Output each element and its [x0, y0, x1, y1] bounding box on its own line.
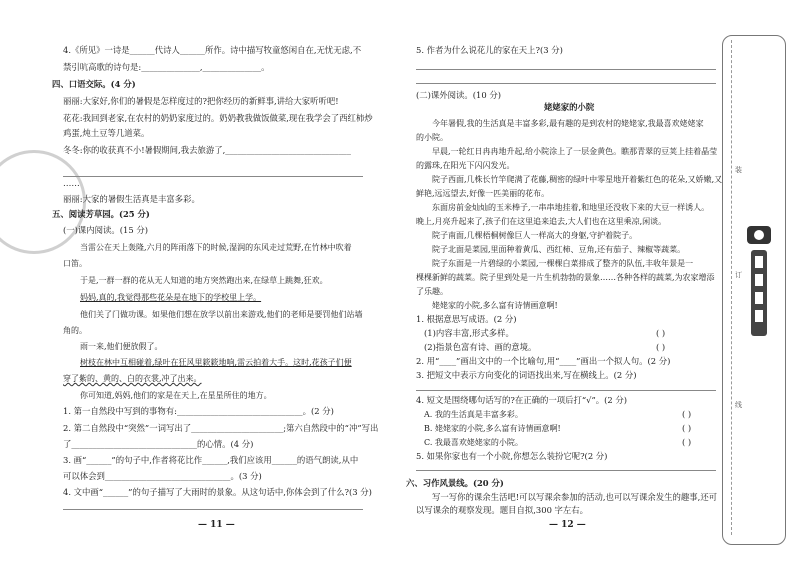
- answer-line[interactable]: [63, 509, 363, 510]
- subsection-heading: (二)课外阅读。(10 分): [416, 90, 502, 100]
- right-page: [404, 0, 723, 573]
- passage-line: 当雷公在天上轰隆,六月的阵雨落下的时候,湿润的东风走过荒野,在竹林中吹着: [80, 243, 352, 252]
- question-4: 4. 文中画“______”的句子描写了大雨时的景象。从这句话中,你体会到了什么?(3 分): [63, 487, 372, 497]
- passage-line: 今年暑假,我的生活真是丰富多彩,最有趣的是到农村的姥姥家,我最喜欢姥姥家: [432, 119, 704, 128]
- question-4: 4. 短文是围绕哪句话写的?在正确的一项后打“√”。(2 分): [416, 395, 628, 405]
- answer-paren[interactable]: ( ): [682, 423, 692, 433]
- subsection-heading: (一)课内阅读。(15 分): [63, 225, 149, 235]
- page-number: — 11 —: [198, 520, 235, 530]
- choice-a: A. 我的生活真是丰富多彩。: [424, 410, 523, 419]
- passage-line: 院子南面,几棵梧桐树像巨人一样高大的身躯,守护着院子。: [432, 231, 638, 240]
- passage-line: 院子北面是菜园,里面种着黄瓜、西红柿、豆角,还有茄子、辣椒等蔬菜。: [432, 245, 686, 254]
- choice-b: B. 姥姥家的小院,多么富有诗情画意啊!: [424, 424, 561, 433]
- answer-line[interactable]: [416, 470, 716, 471]
- passage-line: 东面房前金灿灿的玉米棒子,一串串地挂着,和地里还没收下来的大豆一样诱人。: [432, 203, 710, 212]
- page-number: — 12 —: [549, 520, 586, 530]
- question-5: 5. 作者为什么说花儿的家在天上?(3 分): [416, 45, 563, 55]
- question-1-item: (1)内容丰富,形式多样。: [424, 328, 514, 338]
- passage-line: 口笛。: [63, 259, 87, 268]
- passage-line: 院子东面是一片碧绿的小菜园,一棵棵白菜排成了整齐的队伍,丰收年景是一: [432, 259, 694, 268]
- binding-char: 线: [735, 401, 742, 409]
- passage-line-wavy: 穿了紫的、黄的、白的衣裳,冲了出来。: [63, 374, 202, 383]
- passage-line: 姥姥家的小院,多么富有诗情画意啊!: [432, 301, 558, 310]
- passage-line: 的小院。: [416, 133, 448, 142]
- dialog-line: 花花:我回到老家,在农村的奶奶家度过的。奶奶教我做饭做菜,现在我学会了西红柿炒: [63, 113, 373, 123]
- writing-prompt: 以写课余的观察发现。题目自拟,300 字左右。: [416, 505, 589, 515]
- passage-line: 鲜艳,远远望去,好像一匹美丽的花布。: [416, 189, 550, 198]
- binding-char: 订: [735, 271, 742, 279]
- section-heading-writing: 六、习作风景线。(20 分): [406, 478, 504, 488]
- passage-line: 于是,一群一群的花从无人知道的地方突然跑出来,在绿草上跳舞,狂欢。: [80, 276, 328, 285]
- answer-line[interactable]: [416, 83, 716, 84]
- question-2-line2: 了______________________________的心情。(4 分): [63, 439, 254, 449]
- answer-line[interactable]: [416, 69, 716, 70]
- passage-line: 角的。: [63, 326, 87, 335]
- choice-c: C. 我最喜欢姥姥家的小院。: [424, 438, 523, 447]
- question-3: 3. 把短文中表示方向变化的词语找出来,写在横线上。(2 分): [416, 370, 637, 380]
- passage-line: 你可知道,妈妈,他们的家是在天上,在星星所住的地方。: [80, 391, 272, 400]
- question-3-line2: 可以体会到______________________________。(3 分): [63, 471, 262, 481]
- dialog-line: 丽丽:大家好,你们的暑假是怎样度过的?把你经历的新鲜事,讲给大家听听吧!: [63, 96, 339, 106]
- binding-char: 装: [735, 166, 742, 174]
- passage-line: 了乐趣。: [416, 287, 448, 296]
- section-heading-oral: 四、口语交际。(4 分): [52, 79, 136, 89]
- question-2-line1: 2. 第二自然段中“突然”一词写出了______________________;第六自然段中的“冲”写出: [63, 423, 379, 433]
- brand-logo-icon: [745, 224, 773, 344]
- question-2: 2. 用“____”画出文中的一个比喻句,用“____”画出一个拟人句。(2 分): [416, 356, 671, 366]
- question-1-item: (2)指景色富有诗、画的意境。: [424, 342, 537, 352]
- passage-line: 早晨,一轮红日冉冉地升起,给小院涂上了一层金黄色。瞧那青翠的豆荚上挂着晶莹: [432, 147, 718, 156]
- question-4-line2: 禁引吭高歌的诗句是:______________,______________。: [63, 62, 270, 72]
- section-heading-reading: 五、阅读芳草园。(25 分): [52, 209, 150, 219]
- question-4-line1: 4.《所见》一诗是______代诗人______所作。诗中描写牧童悠闲自在,无忧无虑,不: [63, 45, 362, 55]
- passage-line: 雨一来,他们便放假了。: [80, 342, 163, 351]
- answer-line[interactable]: [416, 390, 716, 391]
- question-5: 5. 如果你家也有一个小院,你想怎么装扮它呢?(2 分): [416, 451, 608, 461]
- passage-title: 姥姥家的小院: [544, 102, 595, 112]
- answer-paren[interactable]: ( ): [656, 342, 666, 352]
- passage-line: 晚上,月亮升起来了,孩子们在这里追来追去,大人们也在这里乘凉,闲谈。: [416, 217, 667, 226]
- left-page: [0, 0, 396, 573]
- answer-paren[interactable]: ( ): [682, 437, 692, 447]
- question-1: 1. 根据意思写成语。(2 分): [416, 314, 517, 324]
- question-1: 1. 第一自然段中写到的事物有:______________________________。(2 分): [63, 406, 334, 416]
- passage-line: 他们关了门做功课。如果他们想在放学以前出来游戏,他们的老师是要罚他们站墙: [80, 310, 363, 319]
- answer-paren[interactable]: ( ): [656, 328, 666, 338]
- dialog-line: 丽丽:大家的暑假生活真是丰富多彩。: [63, 194, 200, 204]
- passage-line-underlined: 树枝在林中互相碰着,绿叶在狂风里簌簌地响,雷云拍着大手。这时,花孩子们便: [80, 358, 352, 367]
- dialog-line: 鸡蛋,炖土豆等几道菜。: [63, 128, 150, 138]
- answer-paren[interactable]: ( ): [682, 409, 692, 419]
- binding-dashed-line: [731, 40, 732, 535]
- answer-line[interactable]: [63, 176, 363, 177]
- passage-line: 的露珠,在阳光下闪闪发光。: [416, 161, 515, 170]
- passage-line: 院子西面,几株长竹竿爬满了花藤,稠密的绿叶中零星地开着紫红色的花朵,又娇嫩,又: [432, 175, 723, 184]
- passage-line: 棵棵新鲜的蔬菜。院子里到处是一片生机勃勃的景象……各种各样的蔬菜,为农家增添: [416, 273, 715, 282]
- ellipsis: ……: [63, 178, 80, 188]
- dialog-line: 冬冬:你的收获真不小!暑假期间,我去旅游了,______________________________: [63, 145, 351, 155]
- writing-prompt: 写一写你的课余生活吧!可以写课余参加的活动,也可以写课余发生的趣事,还可: [432, 492, 718, 502]
- passage-line-underlined: 妈妈,真的,我觉得那些花朵是在地下的学校里上学。: [80, 293, 262, 302]
- question-3-line1: 3. 画“______”的句子中,作者将花比作______,我们应该用______的语气朗读,从中: [63, 455, 359, 465]
